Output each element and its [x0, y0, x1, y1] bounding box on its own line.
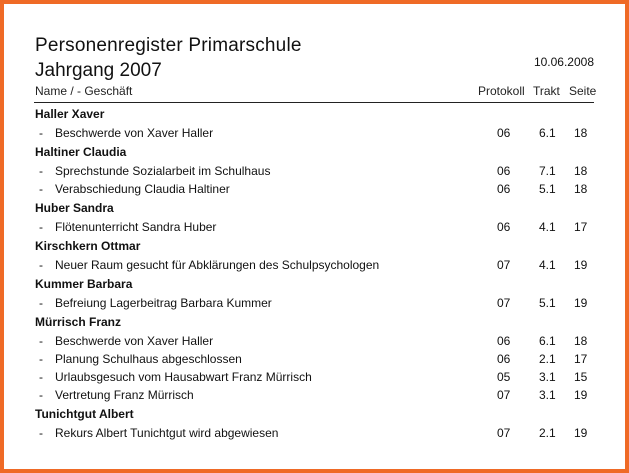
entry-row: [8, 180, 621, 198]
entry-text: Urlaubsgesuch vom Hausabwart Franz Mürrisch: [55, 370, 312, 384]
entry-protokoll: 06: [497, 126, 511, 140]
entry-trakt: 3.1: [539, 370, 556, 384]
entry-protokoll: 06: [497, 182, 511, 196]
person-block: [8, 142, 621, 198]
entry-text: Befreiung Lagerbeitrag Barbara Kummer: [55, 296, 272, 310]
entry-seite: 19: [574, 388, 588, 402]
entry-text: Rekurs Albert Tunichtgut wird abgewiesen: [55, 426, 279, 440]
entry-dash: -: [39, 388, 43, 402]
report-subtitle: Jahrgang 2007: [35, 60, 162, 81]
entry-protokoll: 05: [497, 370, 511, 384]
person-list: [8, 104, 621, 442]
entry-row: [8, 350, 621, 368]
entry-protokoll: 06: [497, 164, 511, 178]
person-block: [8, 236, 621, 274]
entry-row: [8, 386, 621, 404]
person-block: [8, 274, 621, 312]
entry-seite: 17: [574, 352, 588, 366]
entry-seite: 18: [574, 126, 588, 140]
entry-trakt: 6.1: [539, 126, 556, 140]
report-title: Personenregister Primarschule: [35, 35, 302, 56]
entry-trakt: 4.1: [539, 220, 556, 234]
entry-protokoll: 07: [497, 296, 511, 310]
entry-dash: -: [39, 334, 43, 348]
entry-dash: -: [39, 370, 43, 384]
entry-seite: 18: [574, 164, 588, 178]
entry-dash: -: [39, 164, 43, 178]
entry-row: [8, 256, 621, 274]
entry-dash: -: [39, 352, 43, 366]
column-header-trakt: Trakt: [533, 84, 560, 98]
entry-text: Planung Schulhaus abgeschlossen: [55, 352, 242, 366]
person-name: Haller Xaver: [35, 107, 105, 121]
entry-seite: 18: [574, 182, 588, 196]
entry-dash: -: [39, 220, 43, 234]
entry-protokoll: 06: [497, 352, 511, 366]
entry-trakt: 4.1: [539, 258, 556, 272]
person-name: Mürrisch Franz: [35, 315, 122, 329]
entry-seite: 18: [574, 334, 588, 348]
entry-text: Neuer Raum gesucht für Abklärungen des Schulpsychologen: [55, 258, 380, 272]
person-name: Huber Sandra: [35, 201, 114, 215]
entry-dash: -: [39, 126, 43, 140]
person-name: Haltiner Claudia: [35, 145, 127, 159]
column-header-seite: Seite: [569, 84, 597, 98]
entry-row: [8, 368, 621, 386]
person-block: [8, 312, 621, 404]
entry-row: [8, 218, 621, 236]
entry-protokoll: 07: [497, 388, 511, 402]
person-name: Tunichtgut Albert: [35, 407, 134, 421]
entry-seite: 19: [574, 296, 588, 310]
report-sheet: [8, 8, 621, 465]
entry-trakt: 7.1: [539, 164, 556, 178]
column-header-name: Name / - Geschäft: [35, 84, 133, 98]
entry-row: [8, 294, 621, 312]
entry-seite: 15: [574, 370, 588, 384]
entry-row: [8, 162, 621, 180]
entry-seite: 19: [574, 426, 588, 440]
entry-dash: -: [39, 258, 43, 272]
entry-row: [8, 124, 621, 142]
entry-dash: -: [39, 426, 43, 440]
entry-protokoll: 06: [497, 334, 511, 348]
entry-row: [8, 424, 621, 442]
entry-trakt: 2.1: [539, 352, 556, 366]
entry-text: Verabschiedung Claudia Haltiner: [55, 182, 230, 196]
person-name: Kirschkern Ottmar: [35, 239, 141, 253]
entry-dash: -: [39, 296, 43, 310]
person-block: [8, 404, 621, 442]
entry-protokoll: 07: [497, 258, 511, 272]
entry-row: [8, 332, 621, 350]
person-block: [8, 104, 621, 142]
entry-trakt: 5.1: [539, 296, 556, 310]
entry-dash: -: [39, 182, 43, 196]
entry-protokoll: 07: [497, 426, 511, 440]
entry-trakt: 2.1: [539, 426, 556, 440]
column-header-protokoll: Protokoll: [478, 84, 525, 98]
entry-text: Sprechstunde Sozialarbeit im Schulhaus: [55, 164, 271, 178]
entry-trakt: 5.1: [539, 182, 556, 196]
entry-text: Beschwerde von Xaver Haller: [55, 334, 214, 348]
entry-trakt: 3.1: [539, 388, 556, 402]
entry-text: Beschwerde von Xaver Haller: [55, 126, 214, 140]
entry-trakt: 6.1: [539, 334, 556, 348]
entry-protokoll: 06: [497, 220, 511, 234]
person-name: Kummer Barbara: [35, 277, 133, 291]
entry-text: Vertretung Franz Mürrisch: [55, 388, 194, 402]
entry-seite: 19: [574, 258, 588, 272]
header-divider: [34, 102, 594, 103]
entry-seite: 17: [574, 220, 588, 234]
person-block: [8, 198, 621, 236]
entry-text: Flötenunterricht Sandra Huber: [55, 220, 217, 234]
report-date: 10.06.2008: [533, 55, 594, 69]
